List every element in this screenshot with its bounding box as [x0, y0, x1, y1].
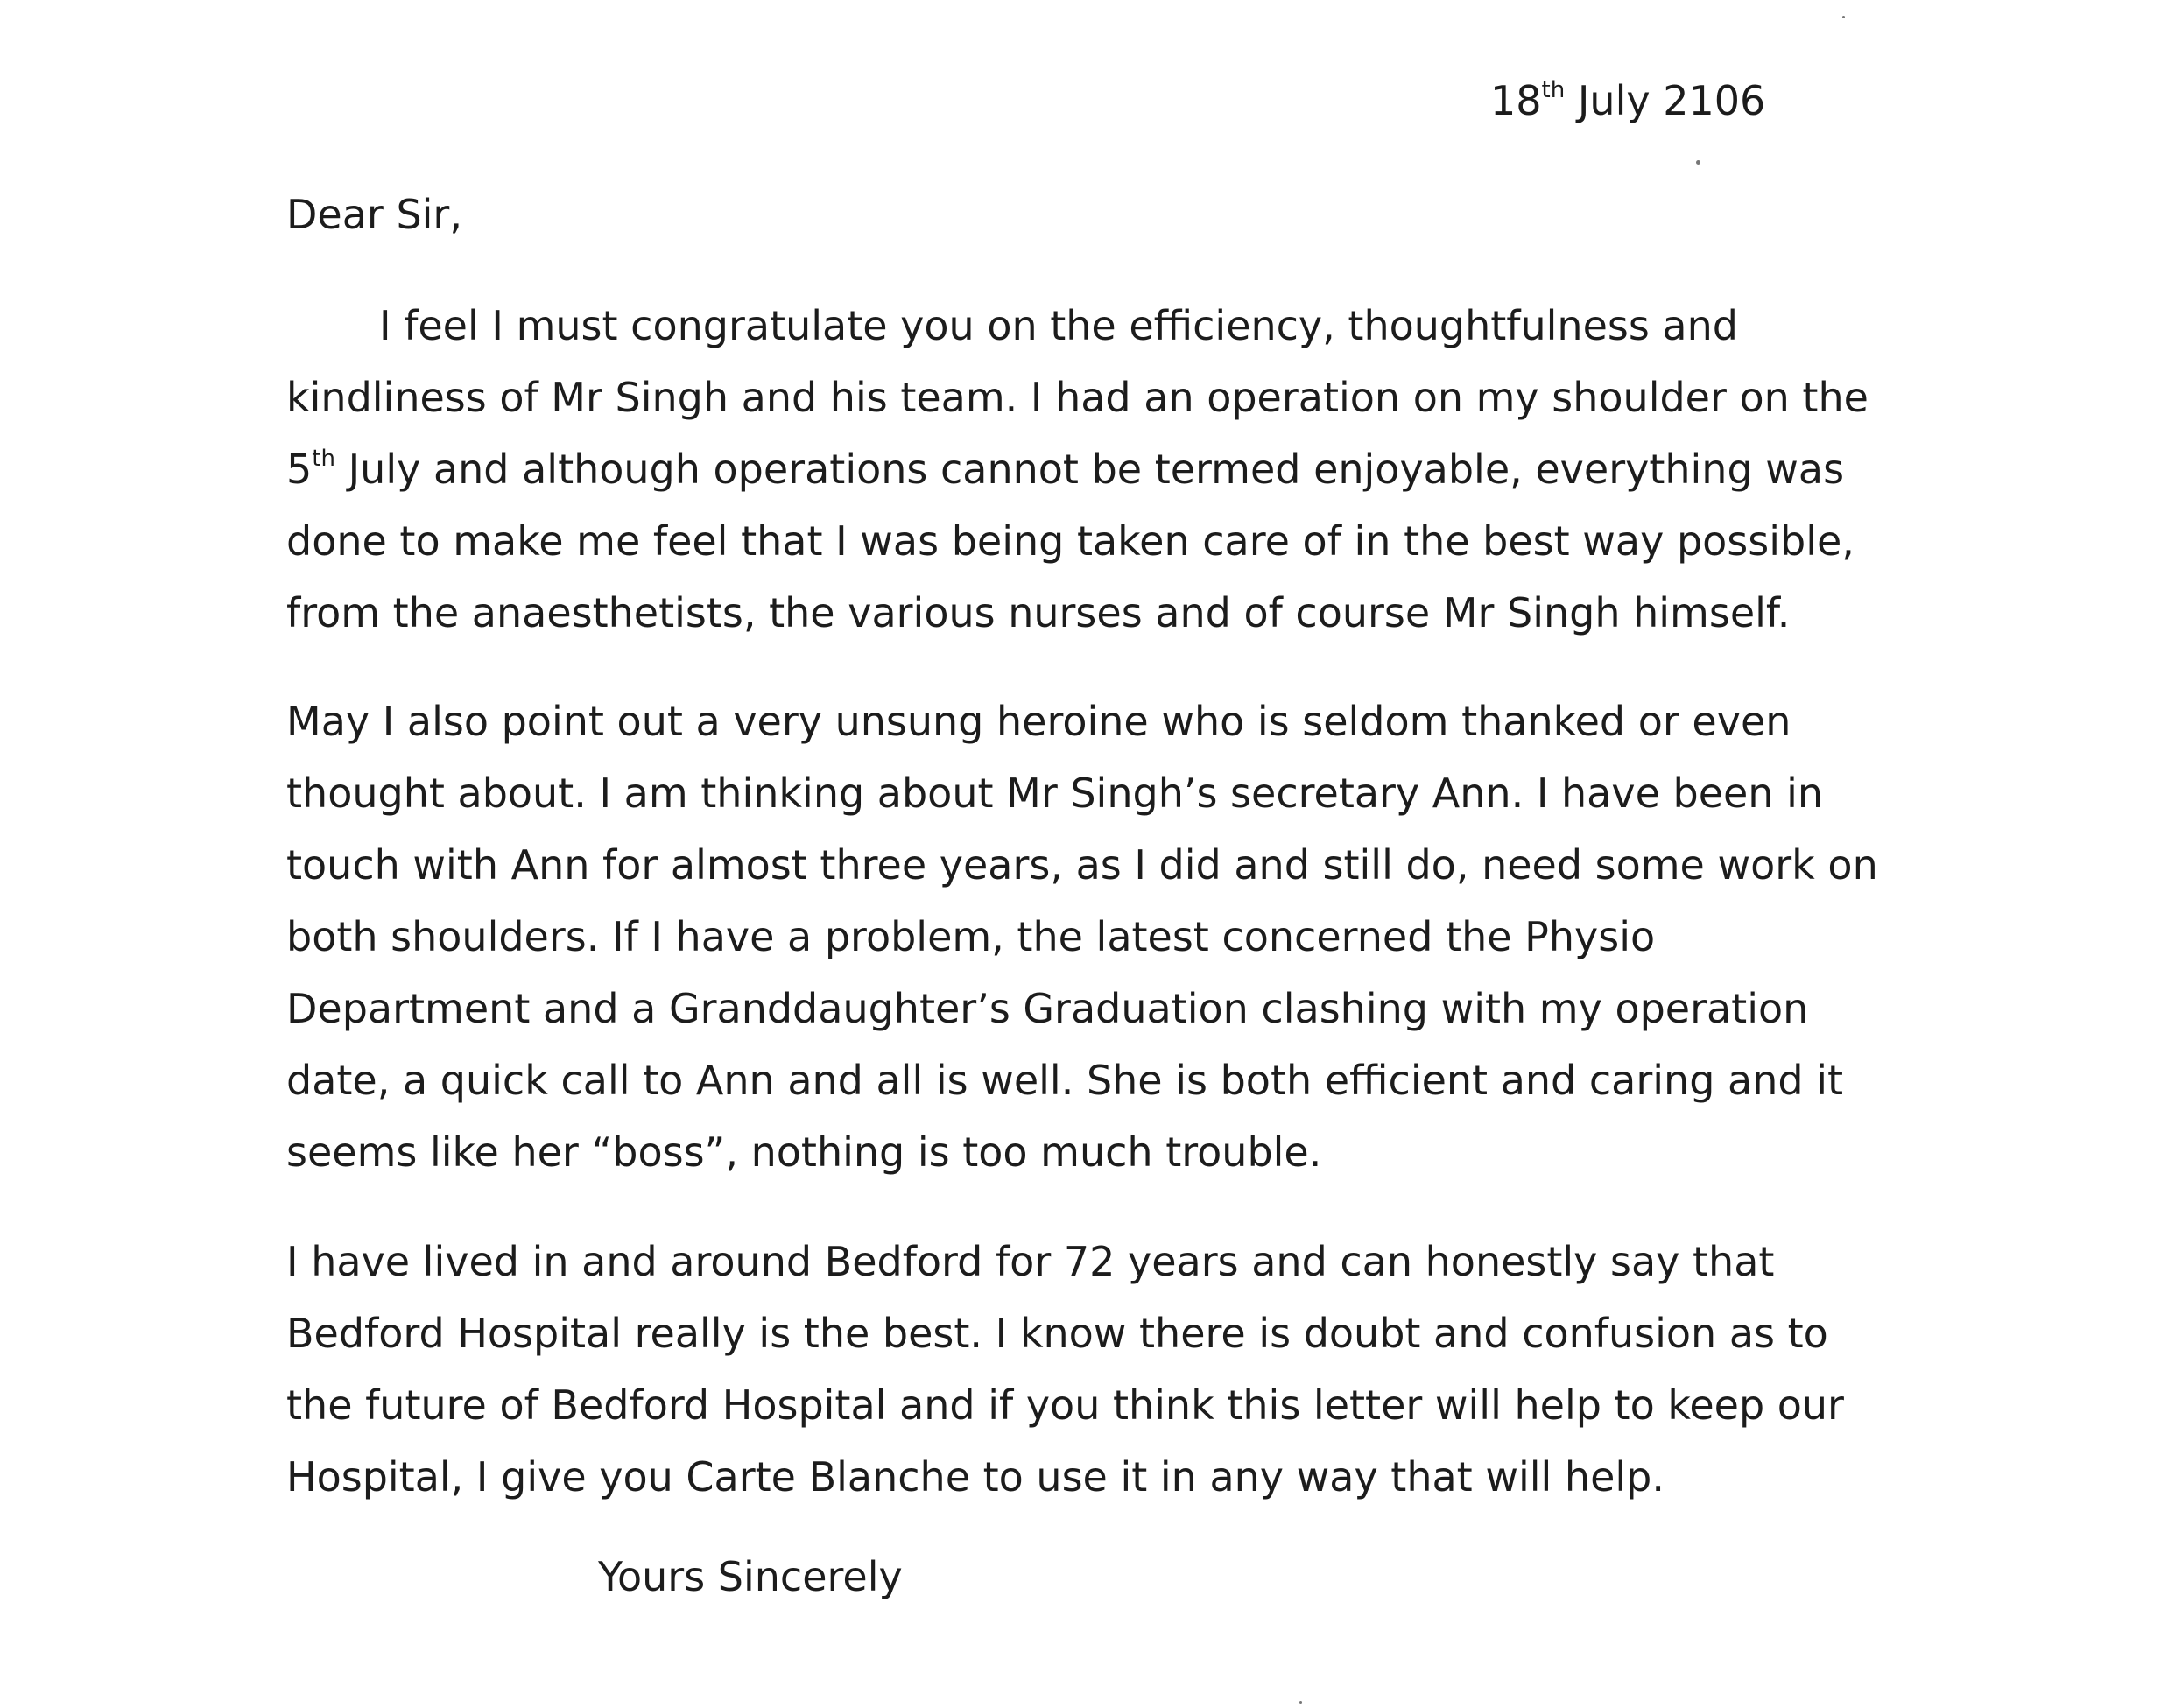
letter-date [1490, 76, 1766, 124]
date-ordinal: th [1541, 76, 1566, 103]
paragraph-2-line: date, a quick call to Ann and all is well. She is both efficient and caring and it [286, 1057, 1844, 1104]
paragraph-1-line [286, 433, 1950, 505]
paragraph-2-line: May I also point out a very unsung heroine who is seldom thanked or even [286, 698, 1791, 745]
paragraph-1-line: I feel I must congratulate you on the efficiency, thoughtfulness and [379, 302, 1738, 349]
paragraph-3-line: I have lived in and around Bedford for 72 years and can honestly say that [286, 1238, 1775, 1285]
paragraph-3-line: Hospital, I give you Carte Blanche to use it in any way that will help. [286, 1453, 1665, 1501]
paragraph-2-line: both shoulders. If I have a problem, the latest concerned the Physio [286, 913, 1656, 960]
paragraph-1 [286, 290, 1950, 649]
paragraph-2-line: touch with Ann for almost three years, as I did and still do, need some work on [286, 841, 1878, 889]
paragraph-1-line: kindliness of Mr Singh and his team. I had an operation on my shoulder on the [286, 374, 1869, 421]
scan-speck [1299, 1701, 1302, 1704]
date-month-year: July 2106 [1577, 77, 1766, 124]
scan-speck [1842, 16, 1845, 18]
paragraph-3-line: Bedford Hospital really is the best. I know there is doubt and confusion as to [286, 1310, 1828, 1357]
operation-day-ordinal: th [312, 445, 335, 472]
salutation: Dear Sir, [286, 191, 462, 238]
date-day: 18 [1490, 77, 1542, 124]
paragraph-1-line-rest: July and although operations cannot be termed enjoyable, everything was [348, 446, 1845, 493]
paragraph-2 [286, 685, 1950, 1188]
paragraph-3-line: the future of Bedford Hospital and if you think this letter will help to keep our [286, 1381, 1844, 1429]
paragraph-2-line: seems like her “boss”, nothing is too much trouble. [286, 1128, 1322, 1176]
paragraph-1-line: from the anaesthetists, the various nurses and of course Mr Singh himself. [286, 589, 1791, 636]
paragraph-1-line: done to make me feel that I was being taken care of in the best way possible, [286, 517, 1855, 565]
paragraph-2-line: Department and a Granddaughter’s Graduation clashing with my operation [286, 985, 1809, 1032]
paragraph-3 [286, 1226, 1950, 1513]
scan-speck [1696, 160, 1700, 165]
paragraph-2-line: thought about. I am thinking about Mr Singh’s secretary Ann. I have been in [286, 770, 1824, 817]
operation-day: 5 [286, 446, 313, 493]
closing: Yours Sincerely [598, 1553, 903, 1600]
